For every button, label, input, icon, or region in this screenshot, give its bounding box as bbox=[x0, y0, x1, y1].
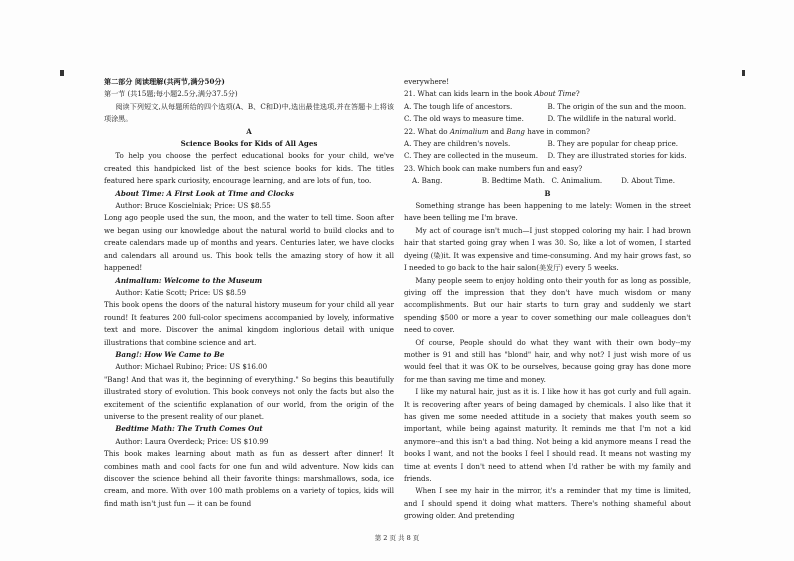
option: D. The wildlife in the natural world. bbox=[547, 114, 677, 124]
paragraph: When I see my hair in the mirror, it's a reminder that my time is limited, and I should spend it doing what matters. There's nothing shameful about growing older. And pretending bbox=[404, 486, 691, 521]
question-stem: 22. What do Animalium and Bang have in common? bbox=[404, 126, 590, 136]
paragraph: Of course, People should do what they want with their own body--my mother is 91 and still has "blond" hair, and why not? I just wish more of us would feel that it was OK to be ourselves, because going gray has done more for me than saving me time and money. bbox=[404, 337, 691, 384]
option: B. They are popular for cheap price. bbox=[547, 139, 679, 149]
left-column bbox=[104, 76, 394, 510]
book-description: This book makes learning about math as fun as dessert after dinner! It combines math and cool facts for one fun and wild adventure. Now kids can discover the science behind all their favorite things: marshmallows, soda, ice cream, and more. With over 100 math problems on a variety of topics, kids will find math isn't just fun — it can be found bbox=[104, 449, 394, 508]
scan-mark bbox=[742, 70, 745, 76]
passage-intro: To help you choose the perfect educational books for your child, we've created this handpicked list of the best science books for kids. The titles featured here spark curiosity, encourage learning, and are lots of fun, too. bbox=[104, 151, 394, 186]
option: A. Bang. bbox=[412, 176, 443, 186]
paragraph: I like my natural hair, just as it is. I like how it has got curly and full again. It is recovering after years of being damaged by chemicals. I also like that it has given me some needed attitude in a society that makes youth seem so important, while being against maturity. It reminds me that I'm not a kid anymore--and this isn't a bad thing. Not being a kid anymore means I read the books I want, and not the books I feel I should read. It means not wasting my time at events I don't need to attend when I'd rather be with my family and friends. bbox=[404, 387, 691, 483]
option: B. Bedtime Math. bbox=[481, 176, 545, 186]
option: D. They are illustrated stories for kids. bbox=[547, 151, 687, 161]
instructions: 阅读下列短文,从每题所给的四个选项(A、B、C和D)中,选出最佳选项,并在答题卡上将该项涂黑。 bbox=[104, 101, 394, 124]
question-options bbox=[404, 175, 691, 187]
question-options bbox=[404, 101, 691, 113]
question-stem: 23. Which book can make numbers fun and easy? bbox=[404, 163, 583, 173]
passage-label: A bbox=[246, 126, 252, 136]
paragraph: Many people seem to enjoy holding onto their youth for as long as possible, giving off the impression that they don't have much wisdom or many accomplishments. But our hair starts to turn gray and suddenly we start spending $500 or more a year to cover something our male colleagues don't need to cover. bbox=[404, 275, 691, 335]
option: D. About Time. bbox=[621, 176, 675, 186]
subsection-header: 第一节 (共15题;每小题2.5分,满分37.5分) bbox=[104, 89, 238, 99]
book-description: Long ago people used the sun, the moon, and the water to tell time. Soon after we began using our knowledge about the natural world to build clocks and to create calendars made up of months and years. Centuries later, we have clocks and calendars all around us. This book tells the amazing story of how it all happened! bbox=[104, 213, 394, 273]
option: C. They are collected in the museum. bbox=[404, 151, 538, 161]
book-title: Animalium: Welcome to the Museum bbox=[115, 275, 263, 285]
passage-title: Science Books for Kids of All Ages bbox=[180, 139, 318, 149]
question-options bbox=[404, 150, 691, 162]
question-stem: 21. What can kids learn in the book About Time? bbox=[404, 89, 580, 99]
option: C. Animalium. bbox=[551, 176, 603, 186]
book-description: This book opens the doors of the natural history museum for your child all year round! It features 200 full-color specimens accompanied by lovely, informative text and more. Discover the animal kingdom inglorious detail with unique illustrations that combine science and art. bbox=[104, 300, 394, 347]
paragraph: Something strange has been happening to me lately: Women in the street have been telling me I'm brave. bbox=[404, 201, 691, 223]
book-meta: Author: Katie Scott; Price: US $8.59 bbox=[115, 287, 246, 297]
question-options bbox=[404, 113, 691, 125]
right-column bbox=[404, 76, 691, 523]
scan-mark bbox=[60, 70, 64, 76]
book-meta: Author: Michael Rubino; Price: US $16.00 bbox=[115, 362, 268, 372]
option: A. They are children's novels. bbox=[404, 139, 511, 149]
option: A. The tough life of ancestors. bbox=[404, 101, 513, 111]
option: B. The origin of the sun and the moon. bbox=[547, 101, 687, 111]
option: C. The old ways to measure time. bbox=[404, 114, 524, 124]
book-meta: Author: Bruce Koscielniak; Price: US $8.55 bbox=[115, 201, 271, 211]
section-header: 第二部分 阅读理解(共两节,满分50分) bbox=[104, 77, 225, 86]
book-description: "Bang! And that was it, the beginning of everything." So begins this beautifully illustrated story of evolution. This book conveys not only the facts but also the excitement of the scientific explanation of our world, from the origin of the universe to the present reality of our planet. bbox=[104, 374, 394, 421]
book-meta: Author: Laura Overdeck; Price: US $10.99 bbox=[115, 436, 269, 446]
passage-label: B bbox=[544, 188, 551, 198]
book-title: Bedtime Math: The Truth Comes Out bbox=[115, 424, 263, 434]
page-footer: 第 2 页 共 8 页 bbox=[374, 534, 420, 542]
passage-continuation: everywhere! bbox=[404, 77, 450, 86]
paragraph: My act of courage isn't much—I just stopped coloring my hair. I had brown hair that started going gray when I was 30. So, like a lot of women, I started dyeing (染)it. It was expensive and time-consuming. And my hair grows fast, so I needed to go back to the hair salon(美发厅) every 5 weeks. bbox=[404, 225, 691, 273]
book-title: About Time: A First Look at Time and Clocks bbox=[115, 188, 294, 198]
question-options bbox=[404, 138, 691, 150]
book-title: Bang!: How We Came to Be bbox=[115, 349, 225, 359]
